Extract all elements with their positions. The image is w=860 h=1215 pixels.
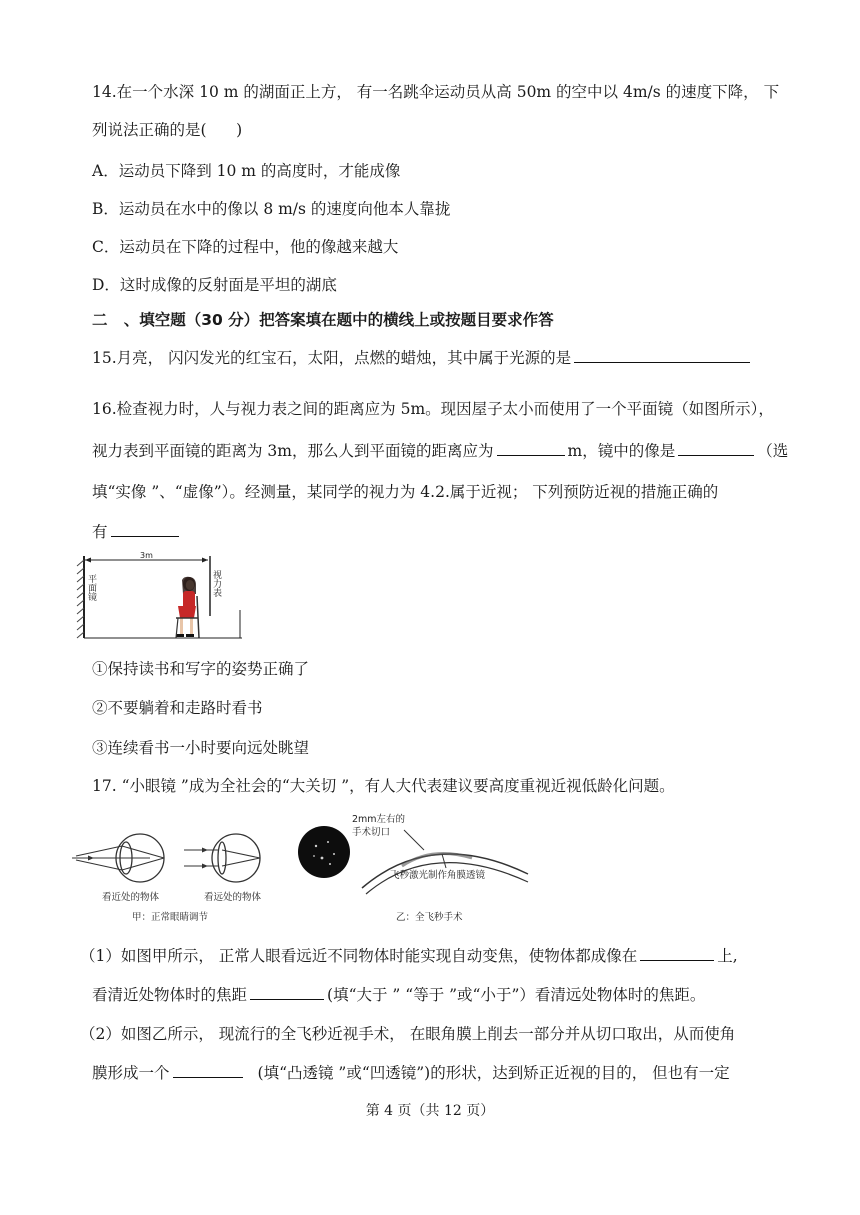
q16-blank-image-type[interactable] <box>678 454 754 456</box>
eye-near-diagram <box>72 834 164 903</box>
q17-p2-text-b: (填“凸透镜 ”或“凹透镜”)的形状，达到矫正近视的目的， 但也有一定 <box>257 1064 730 1082</box>
q17-part1-line2 <box>92 983 705 1005</box>
q16-blank-measures[interactable] <box>111 535 179 537</box>
q16-stem-line2 <box>92 439 788 461</box>
laser-lens-label: 飞秒激光制作角膜透镜 <box>390 870 486 881</box>
q14-option-c: C．运动员在下降的过程中，他的像越来越大 <box>92 238 399 256</box>
q17-p1-text-a: （1）如图甲所示， 正常人眼看远近不同物体时能实现自动变焦，使物体都成像在 <box>80 947 638 965</box>
q16-stem-line1: 16.检查视力时，人与视力表之间的距离应为 5m。现因屋子太小而使用了一个平面镜（如图所示）， <box>92 400 774 418</box>
q14-stem-line1: 14.在一个水深 10 m 的湖面正上方， 有一名跳伞运动员从高 50m 的空中以 4m/s 的速度下降， 下 <box>92 83 780 101</box>
caption-yi: 乙：全飞秒手术 <box>396 912 463 923</box>
q16-text-2b: m，镜中的像是 <box>567 442 676 460</box>
page-footer: 第 4 页（共 12 页） <box>365 1103 495 1119</box>
q17-p1-text-c: 看清近处物体时的焦距 <box>92 986 248 1004</box>
q16-blank-distance[interactable] <box>497 454 565 456</box>
distance-label: 3m <box>140 551 153 560</box>
q16-text-2c: （选 <box>757 442 789 460</box>
q14-option-b: B．运动员在水中的像以 8 m/s 的速度向他本人靠拢 <box>92 200 451 218</box>
q14-option-d: D．这时成像的反射面是平坦的湖底 <box>92 276 337 294</box>
near-object-label: 看近处的物体 <box>102 892 160 903</box>
femtosecond-surgery-figure <box>292 808 536 930</box>
seated-girl-illustration <box>176 577 199 638</box>
eye-far-diagram <box>184 834 262 903</box>
q16-stem-line4 <box>92 520 182 542</box>
q17-blank-lens[interactable] <box>173 1076 243 1078</box>
mirror-label: 平面镜 <box>86 574 96 601</box>
q17-p1-text-b: 上, <box>717 947 738 965</box>
q16-option-3: ③连续看书一小时要向远处眺望 <box>92 739 310 757</box>
vision-test-figure <box>72 550 246 642</box>
q16-stem-line3: 填“实像 ”、“虚像”）。经测量，某同学的视力为 4.2.属于近视； 下列预防近视的措施正确的 <box>92 483 719 501</box>
q15-answer-blank[interactable] <box>574 361 750 363</box>
eye-focus-figure <box>72 812 288 930</box>
q17-part2-line1: （2）如图乙所示， 现流行的全飞秒近视手术， 在眼角膜上削去一部分并从切口取出，从而使角 <box>80 1025 736 1043</box>
incision-label-2: 手术切口 <box>352 827 391 838</box>
q14-stem-line2: 列说法正确的是( ) <box>92 121 243 139</box>
q16-text-2a: 视力表到平面镜的距离为 3m，那么人到平面镜的距离应为 <box>92 442 494 460</box>
q17-part2-line2 <box>92 1061 730 1083</box>
q17-blank-focal[interactable] <box>250 998 324 1000</box>
section-heading: 二 、填空题（30 分）把答案填在题中的横线上或按题目要求作答 <box>92 311 554 329</box>
q16-text-4: 有 <box>92 523 108 541</box>
q14-option-a: A．运动员下降到 10 m 的高度时，才能成像 <box>92 162 401 180</box>
caption-jia: 甲：正常眼睛调节 <box>132 912 209 923</box>
q16-option-1: ①保持读书和写字的姿势正确了 <box>92 660 310 678</box>
q15-stem <box>92 346 753 368</box>
q17-part1-line1 <box>80 944 738 966</box>
q17-p1-text-d: (填“大于 ” “等于 ”或“小于”）看清远处物体时的焦距。 <box>327 986 706 1004</box>
q15-text: 15.月亮， 闪闪发光的红宝石，太阳，点燃的蜡烛，其中属于光源的是 <box>92 349 572 367</box>
incision-label-1: 2mm左右的 <box>352 814 406 825</box>
chart-label: 视力表 <box>211 570 221 597</box>
q17-blank-retina[interactable] <box>640 959 714 961</box>
q17-intro: 17. “小眼镜 ”成为全社会的“大关切 ”，有人大代表建议要高度重视近视低龄化问题。 <box>92 777 675 795</box>
q16-option-2: ②不要躺着和走路时看书 <box>92 699 263 717</box>
far-object-label: 看远处的物体 <box>204 892 262 903</box>
q17-p2-text-a: 膜形成一个 <box>92 1064 170 1082</box>
